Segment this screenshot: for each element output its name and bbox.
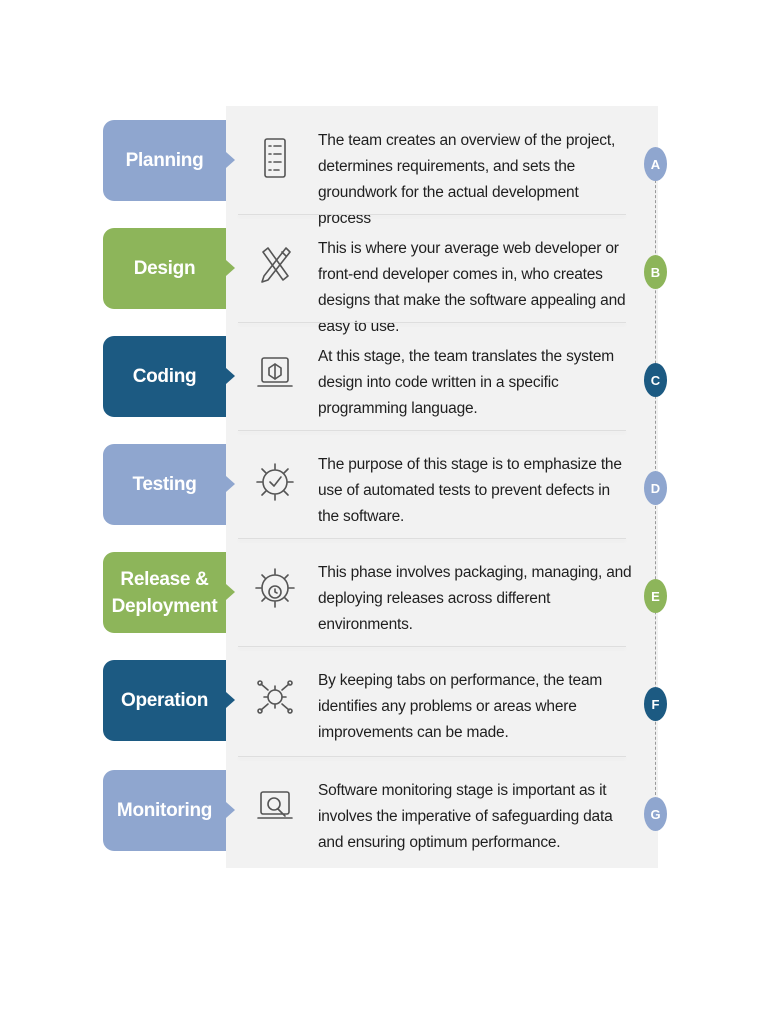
- stage-description: By keeping tabs on performance, the team identifies any problems or areas where improvements can be made.: [318, 672, 603, 741]
- stage-divider: [238, 538, 626, 539]
- stage-divider: [238, 756, 626, 757]
- stage-row: [0, 646, 768, 754]
- network-gear-icon: [252, 672, 298, 724]
- stage-arrow-icon: [226, 802, 235, 818]
- monitor-search-icon: [252, 782, 298, 834]
- stage-row: [0, 214, 768, 335]
- checklist-icon: [252, 132, 298, 184]
- stage-description: The purpose of this stage is to emphasize the use of automated tests to prevent defects in the software.: [318, 456, 622, 525]
- stage-arrow-icon: [226, 692, 235, 708]
- stage-letter-badge[interactable]: B: [644, 255, 667, 289]
- stage-label-button[interactable]: Testing: [103, 444, 226, 525]
- stage-label-button[interactable]: Monitoring: [103, 770, 226, 851]
- stage-row: [0, 756, 768, 864]
- stage-divider: [238, 322, 626, 323]
- stage-label-button[interactable]: Planning: [103, 120, 226, 201]
- stage-divider: [238, 430, 626, 431]
- stage-letter-badge[interactable]: A: [644, 147, 667, 181]
- stage-description: The team creates an overview of the project, determines requirements, and sets the groundwork for the actual development process: [318, 132, 616, 227]
- stage-arrow-icon: [226, 584, 235, 600]
- laptop-code-icon: [252, 348, 298, 400]
- stage-label-button[interactable]: Design: [103, 228, 226, 309]
- gear-clock-icon: [252, 564, 298, 616]
- stage-row: [0, 322, 768, 430]
- stage-label-button[interactable]: Operation: [103, 660, 226, 741]
- stage-arrow-icon: [226, 260, 235, 276]
- stage-row: [0, 538, 768, 646]
- stage-letter-badge[interactable]: D: [644, 471, 667, 505]
- stage-letter-badge[interactable]: F: [644, 687, 667, 721]
- stage-letter-badge[interactable]: E: [644, 579, 667, 613]
- stage-row: [0, 106, 768, 227]
- stage-letter-badge[interactable]: C: [644, 363, 667, 397]
- stage-description: This is where your average web developer or front-end developer comes in, who creates designs that make the software appealing and easy to use.: [318, 240, 626, 335]
- stage-arrow-icon: [226, 152, 235, 168]
- stage-arrow-icon: [226, 368, 235, 384]
- stage-description: Software monitoring stage is important as it involves the imperative of safeguarding data and ensuring optimum performance.: [318, 782, 613, 851]
- stage-description: At this stage, the team translates the system design into code written in a specific programming language.: [318, 348, 614, 417]
- stage-description: This phase involves packaging, managing, and deploying releases across different environments.: [318, 564, 632, 633]
- stage-label-button[interactable]: Coding: [103, 336, 226, 417]
- gear-check-icon: [252, 456, 298, 508]
- design-tools-icon: [252, 240, 298, 292]
- stage-arrow-icon: [226, 476, 235, 492]
- stage-letter-badge[interactable]: G: [644, 797, 667, 831]
- stage-divider: [238, 646, 626, 647]
- stage-divider: [238, 214, 626, 215]
- stage-row: [0, 430, 768, 538]
- stage-label-button[interactable]: Release & Deployment: [103, 552, 226, 633]
